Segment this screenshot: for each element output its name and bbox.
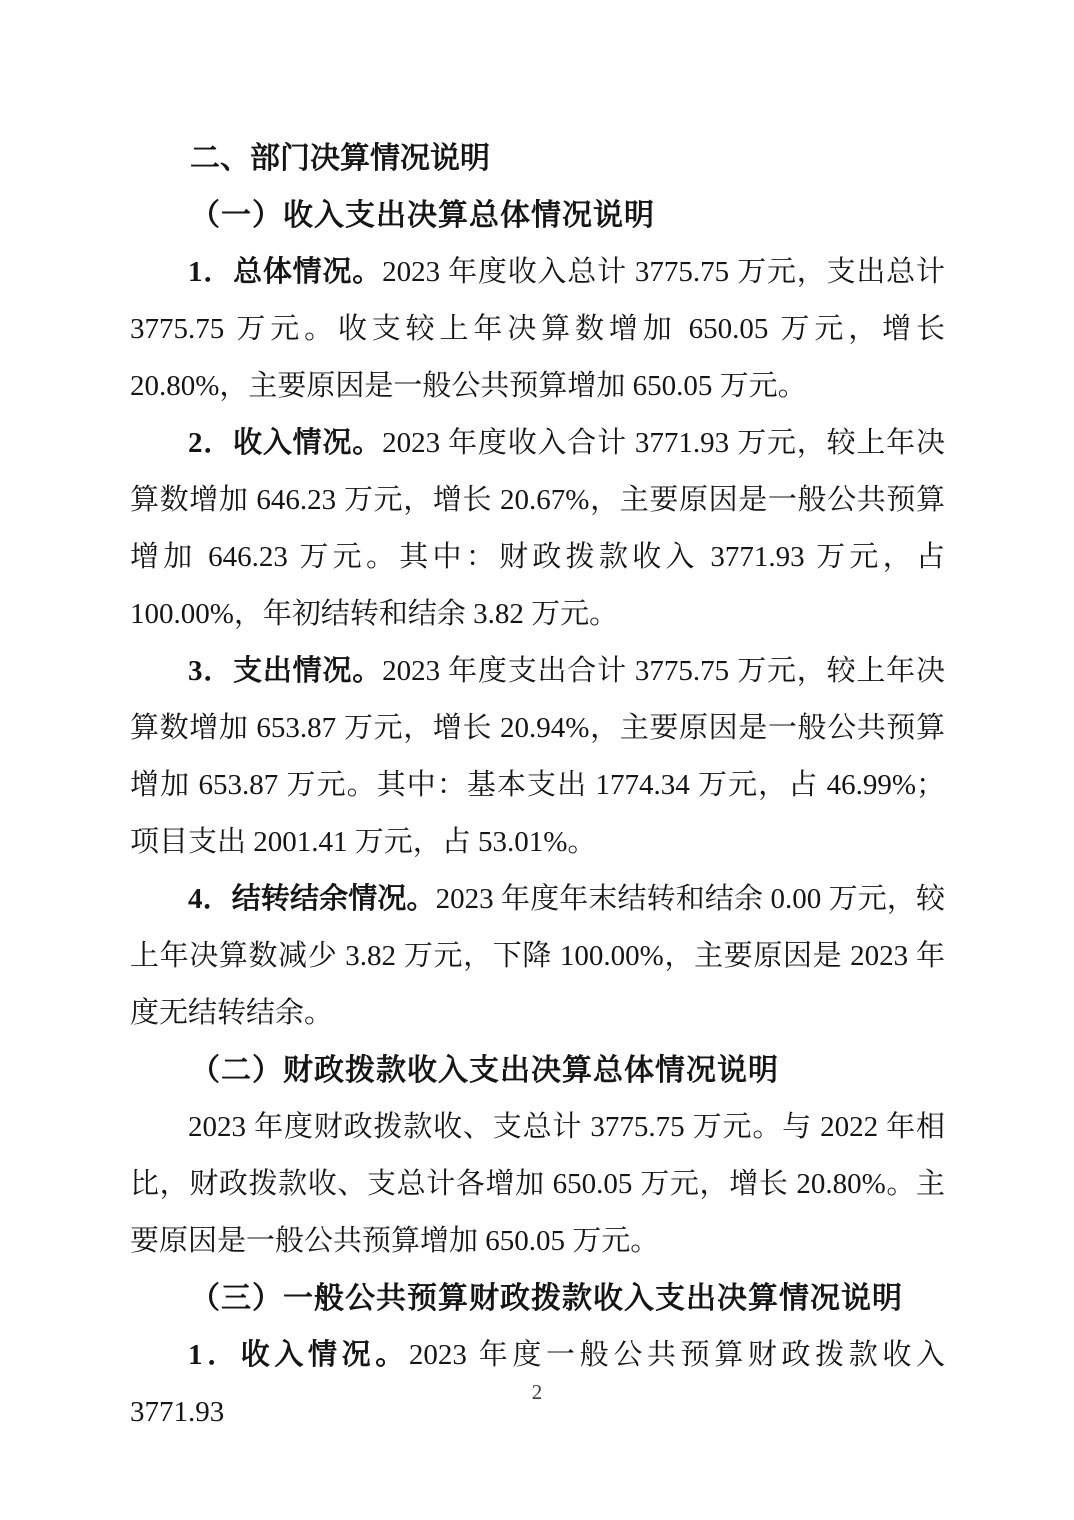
paragraph-expenditure-situation-lead: 3．支出情况。 xyxy=(188,655,383,687)
paragraph-overall-situation xyxy=(130,244,945,415)
paragraph-income-situation-text: 2023 年度收入合计 3771.93 万元，较上年决算数增加 646.23 万元，增长 20.67%，主要原因是一般公共预算增加 646.23 万元。其中：财政拨款收入 3771.93 万元，占 100.00%，年初结转和结余 3.82 万元。 xyxy=(130,427,945,630)
paragraph-overall-situation-text: 2023 年度收入总计 3775.75 万元，支出总计 3775.75 万元。收支较上年决算数增加 650.05 万元，增长 20.80%，主要原因是一般公共预算增加 650.05 万元。 xyxy=(130,256,945,402)
subsection-heading-general-public-budget: （三）一般公共预算财政拨款收入支出决算情况说明 xyxy=(190,1282,903,1315)
paragraph-income-situation-lead: 2．收入情况。 xyxy=(188,427,383,459)
paragraph-overall-situation-lead: 1．总体情况。 xyxy=(188,256,383,288)
paragraph-carryover-balance-text: 2023 年度年末结转和结余 0.00 万元，较上年决算数减少 3.82 万元，下降 100.00%，主要原因是 2023 年度无结转结余。 xyxy=(130,883,945,1029)
paragraph-general-budget-income-lead: 1．收入情况。 xyxy=(188,1339,409,1371)
page-number: 2 xyxy=(531,1380,543,1404)
subsection-heading-fiscal-appropriation-overview: （二）财政拨款收入支出决算总体情况说明 xyxy=(190,1054,779,1087)
paragraph-fiscal-appropriation xyxy=(130,1099,945,1270)
subsection-heading-income-expenditure-overview: （一）收入支出决算总体情况说明 xyxy=(190,199,655,232)
paragraph-general-budget-income-text: 2023 年度一般公共预算财政拨款收入 3771.93 xyxy=(130,1339,945,1428)
paragraph-expenditure-situation-text: 2023 年度支出合计 3775.75 万元，较上年决算数增加 653.87 万元，增长 20.94%，主要原因是一般公共预算增加 653.87 万元。其中：基本支出 1774.34 万元，占 46.99%；项目支出 2001.41 万元，占 53.01%。 xyxy=(130,655,945,858)
section-heading-dept-final-accounts: 二、部门决算情况说明 xyxy=(190,142,490,175)
paragraph-fiscal-appropriation-text: 2023 年度财政拨款收、支总计 3775.75 万元。与 2022 年相比，财政拨款收、支总计各增加 650.05 万元，增长 20.80%。主要原因是一般公共预算增加 650.05 万元。 xyxy=(130,1111,945,1257)
paragraph-carryover-balance-lead: 4．结转结余情况。 xyxy=(188,883,436,915)
paragraph-expenditure-situation xyxy=(130,643,945,871)
paragraph-carryover-balance xyxy=(130,871,945,1042)
document-body xyxy=(130,130,945,1441)
paragraph-income-situation xyxy=(130,415,945,643)
